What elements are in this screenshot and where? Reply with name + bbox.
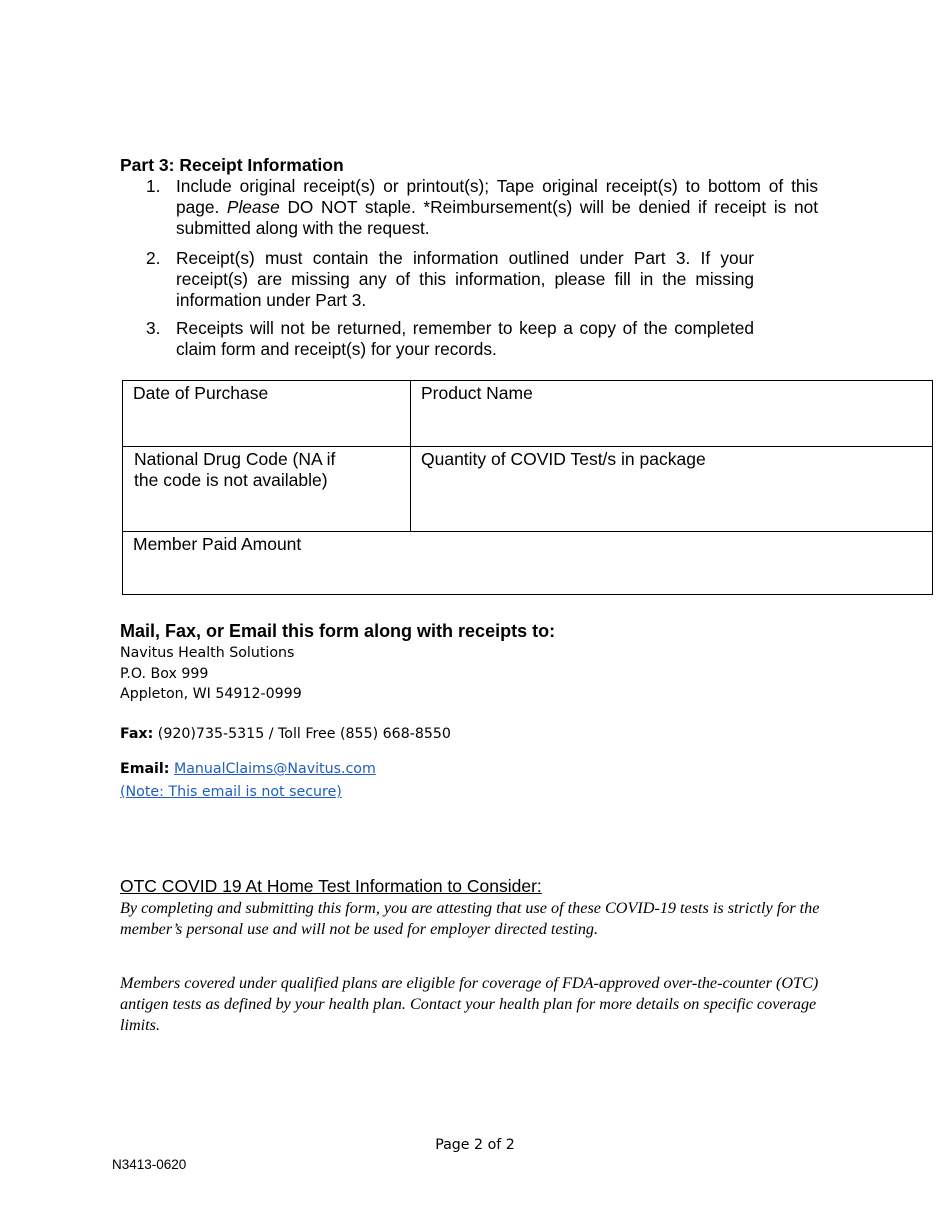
member-paid-amount-field[interactable] <box>123 532 933 595</box>
date-of-purchase-label: Date of Purchase <box>133 383 269 403</box>
fax-line <box>120 726 451 742</box>
otc-section-title: OTC COVID 19 At Home Test Information to Consider: <box>120 876 542 896</box>
receipt-info-table <box>122 380 933 595</box>
email-note-link[interactable]: (Note: This email is not secure) <box>120 784 342 800</box>
otc-paragraph-attestation: By completing and submitting this form, you are attesting that use of these COVID-19 tests is strictly for the member’s personal use and will not be used for employer directed testing. <box>120 899 820 938</box>
form-code: N3413-0620 <box>112 1157 187 1172</box>
list-item-text: Receipt(s) must contain the information outlined under Part 3. If your receipt(s) are missing any of this information, please fill in the missing information under Part 3. <box>176 248 754 310</box>
fax-number: (920)735-5315 / Toll Free (855) 668-8550 <box>157 726 451 742</box>
page-number: Page 2 of 2 <box>435 1137 515 1153</box>
list-item-text <box>176 176 818 239</box>
mail-section-title: Mail, Fax, or Email this form along with receipts to: <box>120 621 556 641</box>
email-label: Email: <box>120 761 170 777</box>
quantity-label: Quantity of COVID Test/s in package <box>421 449 706 469</box>
list-item-number: 1. <box>146 176 161 196</box>
product-name-label: Product Name <box>421 383 533 403</box>
list-item-text: Receipts will not be returned, remember to keep a copy of the completed claim form and receipt(s) for your records. <box>176 318 754 359</box>
product-name-field[interactable] <box>411 381 933 447</box>
email-line <box>120 761 376 777</box>
national-drug-code-field[interactable] <box>123 447 411 532</box>
list-item-emphasis: Please <box>226 197 280 217</box>
address-line: P.O. Box 999 <box>120 666 209 682</box>
address-line: Appleton, WI 54912-0999 <box>120 686 302 702</box>
list-item-number: 2. <box>146 248 161 268</box>
list-item-text-part: DO NOT staple. *Reimbursement(s) will be denied if receipt is not submitted along with the request. <box>176 197 818 238</box>
part3-title: Part 3: Receipt Information <box>120 155 344 175</box>
email-note <box>120 784 342 800</box>
date-of-purchase-field[interactable] <box>123 381 411 447</box>
list-item-number: 3. <box>146 318 161 338</box>
quantity-field[interactable] <box>411 447 933 532</box>
national-drug-code-label-line2: the code is not available) <box>134 470 328 490</box>
list-item-text-part: Include original receipt(s) or printout(s); Tape original receipt(s) to bottom of this page. <box>176 176 818 217</box>
address-line: Navitus Health Solutions <box>120 645 295 661</box>
email-link[interactable]: ManualClaims@Navitus.com <box>173 761 376 777</box>
member-paid-amount-label: Member Paid Amount <box>133 534 302 554</box>
fax-label: Fax: <box>120 726 154 742</box>
otc-paragraph-coverage: Members covered under qualified plans are eligible for coverage of FDA-approved over-the-counter (OTC) antigen tests as defined by your health plan. Contact your health plan for more details on specific coverage limits. <box>120 974 819 1034</box>
national-drug-code-label-line1: National Drug Code (NA if <box>134 449 336 469</box>
